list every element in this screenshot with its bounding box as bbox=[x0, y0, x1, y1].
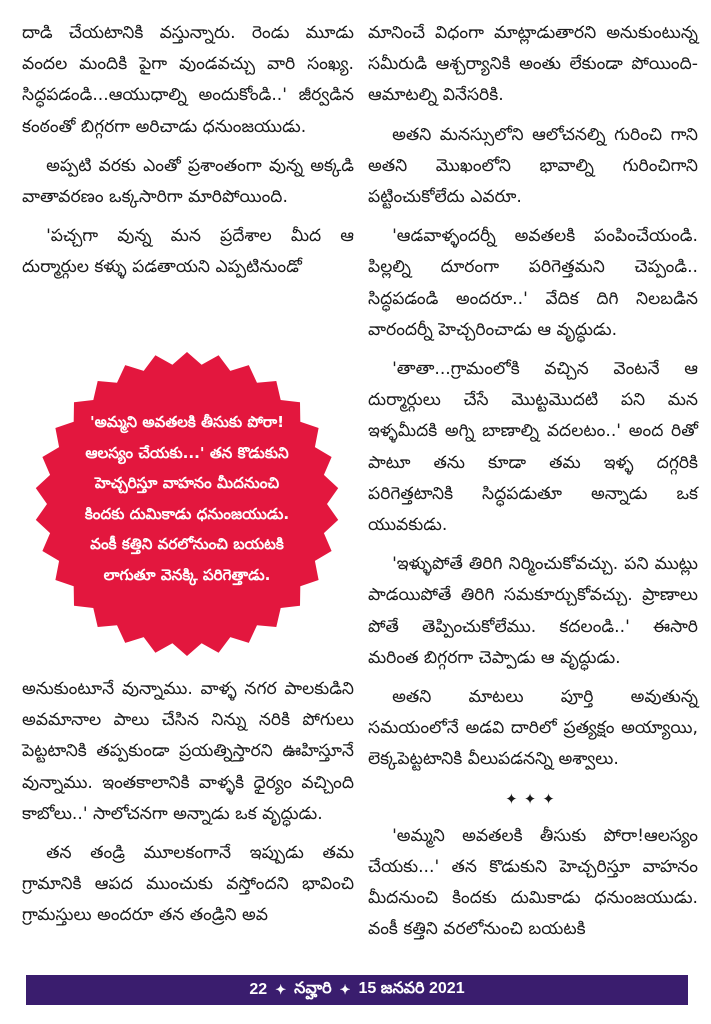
paragraph: 'అమ్మని అవతలకి తీసుకు పోరా!ఆలస్యం చేయకు...' తన కొడుకుని హెచ్చరిస్తూ వాహనం మీదనుంచి కిందకు దుమికాడు ధనుంజయుడు. వంకీ కత్తిని వరలోనుంచి బయటకి bbox=[368, 825, 698, 940]
magazine-name: నవ్హారి bbox=[294, 980, 332, 997]
paragraph: 'ఆడవాళ్ళందర్నీ అవతలకి పంపించేయండి. పిల్లల్ని దూరంగా పరిగెత్తమని చెప్పండి.. సిద్ధపడండి అందరూ..' వేదిక దిగి నిలబడిన వారందర్నీ హెచ్చరించాడు ఆ వృద్ధుడు. bbox=[368, 226, 698, 340]
paragraph: 'తాతా...గ్రామంలోకి వచ్చిన వెంటనే ఆ దుర్మార్గులు చేసే మొట్టమొదటి పని మన ఇళ్ళమీదకి అగ్ని బాణాల్ని వదలటం..' అంద రితో పాటూ తను కూడా తమ ఇళ్ళ దగ్గరికి పరిగెత్తటానికి సిద్ధపడుతూ అన్నాడు ఒక యువకుడు. bbox=[368, 359, 698, 536]
right-column bbox=[368, 18, 698, 954]
star-icon: ✦ bbox=[339, 982, 351, 997]
paragraph: అతని మనస్సులోని ఆలోచనల్ని గురించి గాని అతని మొఖంలోని భావాల్ని గురించిగాని పట్టించుకోలేదు ఎవరూ. bbox=[368, 124, 698, 208]
star-icon: ✦ bbox=[275, 982, 287, 997]
paragraph: అప్పటి వరకు ఎంతో ప్రశాంతంగా వున్న అక్కడి వాతావరణం ఒక్కసారిగా మారిపోయింది. bbox=[22, 155, 354, 208]
page-number: 22 bbox=[249, 981, 268, 998]
paragraph: తన తండ్రి మూలకంగానే ఇప్పుడు తమ గ్రామానికి ఆపద ముంచుకు వస్తోందని భావించి గ్రామస్తులు అందరూ తన తండ్రిని అవ bbox=[22, 843, 354, 926]
paragraph: 'పచ్చగా వున్న మన ప్రదేశాల మీద ఆ దుర్మార్గుల కళ్ళు పడతాయని ఎప్పటినుండో bbox=[22, 226, 354, 278]
paragraph: దాడి చేయటానికి వస్తున్నారు. రెండు మూడు వందల మందికి పైగా వుండవచ్చు వారి సంఖ్య. సిద్ధపడండి...ఆయుధాల్ని అందుకోండి..' జీర్వడిన కంఠంతో బిగ్గరగా అరిచాడు ధనుంజయుడు. bbox=[22, 23, 354, 137]
left-column-top bbox=[22, 18, 354, 292]
issue-date: 15 జనవరి 2021 bbox=[358, 980, 465, 997]
pull-quote-callout bbox=[32, 345, 342, 663]
paragraph: అనుకుంటూనే వున్నాము. వాళ్ళ నగర పాలకుడిని అవమానాల పాలు చేసిన నిన్ను నరికి పోగులు పెట్టటానికి తప్పకుండా ప్రయత్నిస్తారని ఊహిస్తూనే వున్నాము. ఇంతకాలానికి వాళ్ళకి ధైర్యం వచ్చింది కాబోలు..' సాలోచనగా అన్నాడు ఒక వృద్ధుడు. bbox=[22, 679, 354, 824]
paragraph: 'ఇళ్ళుపోతే తిరిగి నిర్మించుకోవచ్చు. పని ముట్లు పాడయిపోతే తిరిగి సమకూర్చుకోవచ్చు. ప్రాణాలు పోతే తెప్పించుకోలేము. కదలండి..' ఈసారి మరింత బిగ్గరగా చెప్పాడు ఆ వృద్ధుడు. bbox=[368, 554, 698, 668]
pull-quote-text: 'అమ్మని అవతలకి తీసుకు పోరా!ఆలస్యం చేయకు...' తన కొడుకుని హెచ్చరిస్తూ వాహనం మీదనుంచి కిందకు దుమికాడు ధనుంజయుడు. వంకీ కత్తిని వరలోనుంచి బయటకి లాగుతూ వెనక్కి పరిగెత్తాడు. bbox=[84, 413, 290, 584]
left-column-bottom bbox=[22, 674, 354, 940]
page-footer bbox=[26, 975, 688, 1005]
section-separator: ✦✦✦ bbox=[505, 789, 561, 808]
paragraph: అతని మాటలు పూర్తి అవుతున్న సమయంలోనే అడవి దారిలో ప్రత్యక్షం అయ్యాయి, లెక్కపెట్టటానికి వీలుపడనన్ని అశ్వాలు. bbox=[368, 687, 698, 770]
paragraph: మానించే విధంగా మాట్లాడుతారని అనుకుంటున్న సమీరుడి ఆశ్చర్యానికి అంతు లేకుండా పోయింది- ఆమాటల్ని వినేసరికి. bbox=[368, 23, 698, 106]
